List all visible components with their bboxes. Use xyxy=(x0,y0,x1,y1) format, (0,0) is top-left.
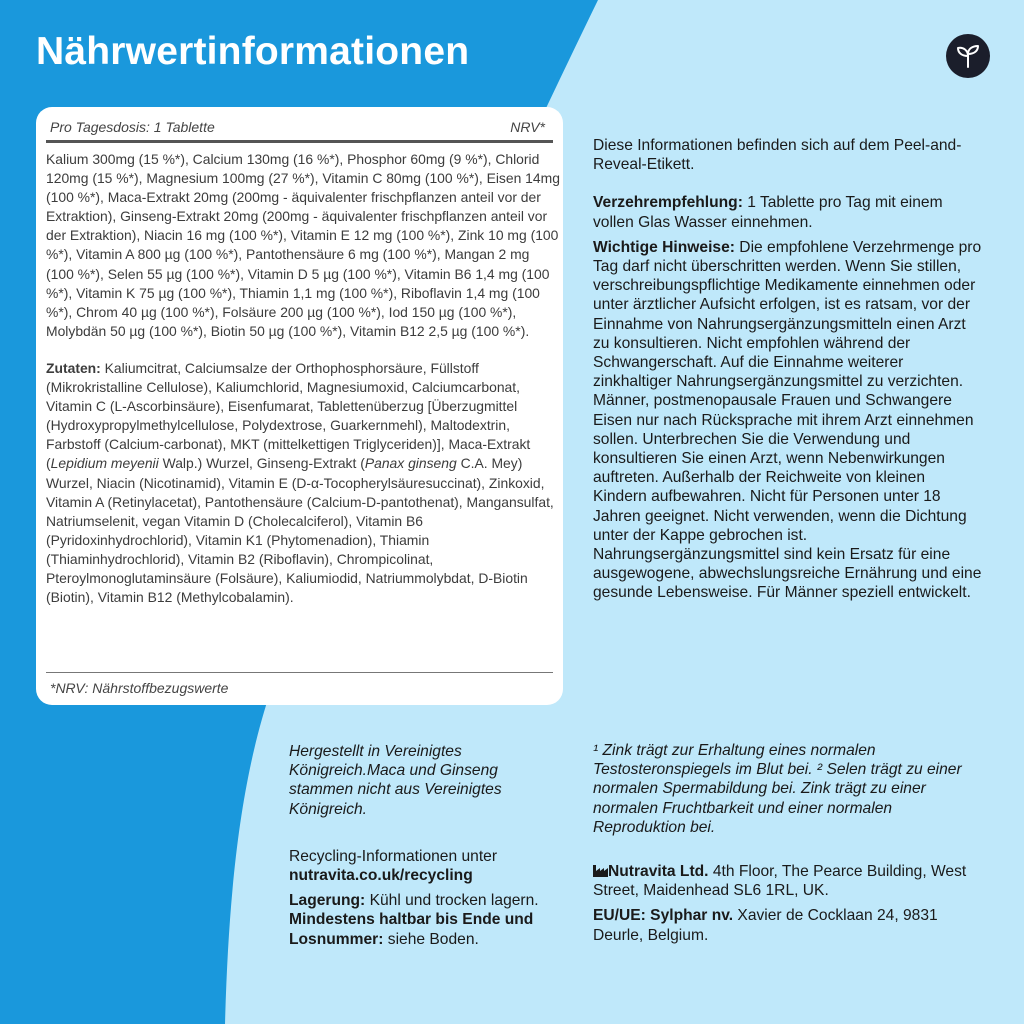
manufacturer-address: 4th Floor, The Pearce Building, West Street, Maidenhead SL6 1RL, UK. xyxy=(593,863,967,900)
nutrient-list: Kalium 300mg (15 %*), Calcium 130mg (16 %*), Phosphor 60mg (9 %*), Chlorid 120mg (15 %*), Magnesium 100mg (27 %*), Vitamin C 80mg (100 %*), Eisen 14mg (100 %*), Maca-Extrakt 20mg (200mg - äquivalenter frischpflanzen anteil vor der Extraktion), Ginseng-Extrakt 20mg (200mg - äquivalenter frischpflanzen anteil vor der Extraktion), Niacin 16 mg (100 %*), Vitamin E 12 mg (100 %*), Zink 10 mg (100 %*), Vitamin A 800 µg (100 %*), Pantothensäure 6 mg (100 %*), Mangan 2 mg (100 %*), Selen 55 µg (100 %*), Vitamin D 5 µg (100 %*), Vitamin B6 1,4 mg (100 %*), Vitamin K 75 µg (100 %*), Thiamin 1,1 mg (100 %*), Riboflavin 1,4 mg (100 %*), Chrom 40 µg (100 %*), Folsäure 200 µg (100 %*), Iod 150 µg (100 %*), Molybdän 50 µg (100 %*), Biotin 50 µg (100 %*), Vitamin B12 2,5 µg (100 %*). xyxy=(46,151,560,339)
health-claims: ¹ Zink trägt zur Erhaltung eines normalen Testosteronspiegels im Blut bei. ² Selen trägt zu einer normalen Spermabildung bei. Zink trägt zu einer normalen Fruchtbarkeit und einer normalen Reproduktion bei. xyxy=(593,742,962,836)
storage-label: Lagerung: xyxy=(289,892,366,910)
brand-logo xyxy=(946,34,990,78)
recycling-text: Recycling-Informationen unter xyxy=(289,847,498,865)
best-before-text: siehe Boden. xyxy=(383,930,479,948)
made-in-note: Hergestellt in Vereinigtes Königreich.Maca und Ginseng stammen nicht aus Vereinigtes Königreich. xyxy=(289,743,502,818)
storage-text: Kühl und trocken lagern. xyxy=(365,892,539,910)
ingredients-label: Zutaten: xyxy=(46,359,101,376)
peel-reveal-note: Diese Informationen befinden sich auf dem Peel-and-Reveal-Etikett. xyxy=(593,137,962,174)
manufacturer-name: Nutravita Ltd. xyxy=(608,863,709,880)
factory-icon xyxy=(593,863,608,877)
recycling-url: nutravita.co.uk/recycling xyxy=(289,867,473,885)
best-before-label: Mindestens haltbar bis Ende und Losnummer: xyxy=(289,911,534,948)
table-header-dose: Pro Tagesdosis: 1 Tablette xyxy=(50,119,215,135)
ingredients-latin-1: Lepidium meyenii xyxy=(50,455,159,472)
info-column xyxy=(593,136,983,603)
ingredients-text-2: Walp.) Wurzel, Ginseng-Extrakt ( xyxy=(158,455,365,472)
eu-representative-name: EU/UE: Sylphar nv. xyxy=(593,907,734,925)
ingredients-paragraph xyxy=(46,359,561,607)
warnings-paragraph xyxy=(593,238,983,603)
warnings-text: Die empfohlene Verzehrmenge pro Tag darf nicht überschritten werden. Wenn Sie stillen, verschreibungspflichtige Medikamente einnehmen oder unter ärztlicher Aufsicht erfolgen, ist es ratsam, vor der Einnahme von Nahrungsergänzungsmitteln einen Arzt zu konsultieren. Nicht empfohlen während der Schwangerschaft. Auf die Einnahme weiterer zinkhaltiger Nahrungsergänzungsmittel zu verzichten. Männer, postmenopausale Frauen und Schwangere Eisen nur nach Rücksprache mit ihrem Arzt einnehmen sollen. Unterbrechen Sie die Verwendung und konsultieren Sie einen Arzt, wenn Nebenwirkungen auftreten. Außerhalb der Reichweite von kleinen Kindern aufbewahren. Nicht für Personen unter 18 Jahren geeignet. Nicht verwenden, wenn die Dichtung unter der Kappe gebrochen ist. Nahrungsergänzungsmittel sind kein Ersatz für eine ausgewogene, abwechslungsreiche Ernährung und eine gesunde Lebensweise. Für Männer speziell entwickelt. xyxy=(593,238,982,602)
table-header xyxy=(50,119,545,135)
nrv-footnote: *NRV: Nährstoffbezugswerte xyxy=(50,680,229,696)
origin-info xyxy=(289,742,559,949)
table-header-nrv: NRV* xyxy=(510,119,545,135)
ingredients-latin-2: Panax ginseng xyxy=(364,455,457,472)
page-title: Nährwertinformationen xyxy=(36,30,470,73)
eu-representative-address: Xavier de Cocklaan 24, 9831 Deurle, Belgium. xyxy=(593,907,938,944)
recycling-paragraph xyxy=(289,847,559,885)
table-top-rule xyxy=(46,140,553,143)
dosage-text: 1 Tablette pro Tag mit einem vollen Glas Wasser einnehmen. xyxy=(593,194,943,231)
sprout-icon xyxy=(955,43,981,69)
company-info xyxy=(593,862,983,945)
table-bottom-rule xyxy=(46,672,553,673)
ingredients-text-3: C.A. Mey) Wurzel, Niacin (Nicotinamid), Vitamin E (D-α-Tocopherylsäuresuccinat), Zinkoxid, Vitamin A (Retinylacetat), Pantothensäure (Calcium-D-pantothenat), Mangansulfat, Natriumselenit, vegan Vitamin D (Cholecalciferol), Vitamin B6 (Pyridoxinhydrochlorid), Vitamin K1 (Phytomenadion), Thiamin (Thiaminhydrochlorid), Vitamin B2 (Riboflavin), Chrompicolinat, Pteroylmonoglutaminsäure (Folsäure), Kaliumiodid, Natriummolybdat, D-Biotin (Biotin), Vitamin B12 (Methylcobalamin). xyxy=(46,455,554,606)
dosage-label: Verzehrempfehlung: xyxy=(593,194,743,212)
eu-representative-paragraph xyxy=(593,906,983,944)
manufacturer-paragraph xyxy=(593,862,983,900)
dosage-paragraph xyxy=(593,193,983,231)
table-body xyxy=(46,150,561,607)
warnings-label: Wichtige Hinweise: xyxy=(593,238,735,256)
nutrition-table-card xyxy=(36,107,563,705)
ingredients-text-1: Kaliumcitrat, Calciumsalze der Orthophosphorsäure, Füllstoff (Mikrokristalline Cellulose), Kaliumchlorid, Magnesiumoxid, Calciumcarbonat, Vitamin C (L-Ascorbinsäure), Eisenfumarat, Tablettenüberzug [Überzugmittel (Hydroxypropylmethylcellulose, Polydextrose, Guarkernmehl), Maltodextrin, Farbstoff (Calcium-carbonat), MKT (mittelkettigen Triglyceriden)], Maca-Extrakt ( xyxy=(46,359,531,472)
storage-paragraph xyxy=(289,891,559,949)
